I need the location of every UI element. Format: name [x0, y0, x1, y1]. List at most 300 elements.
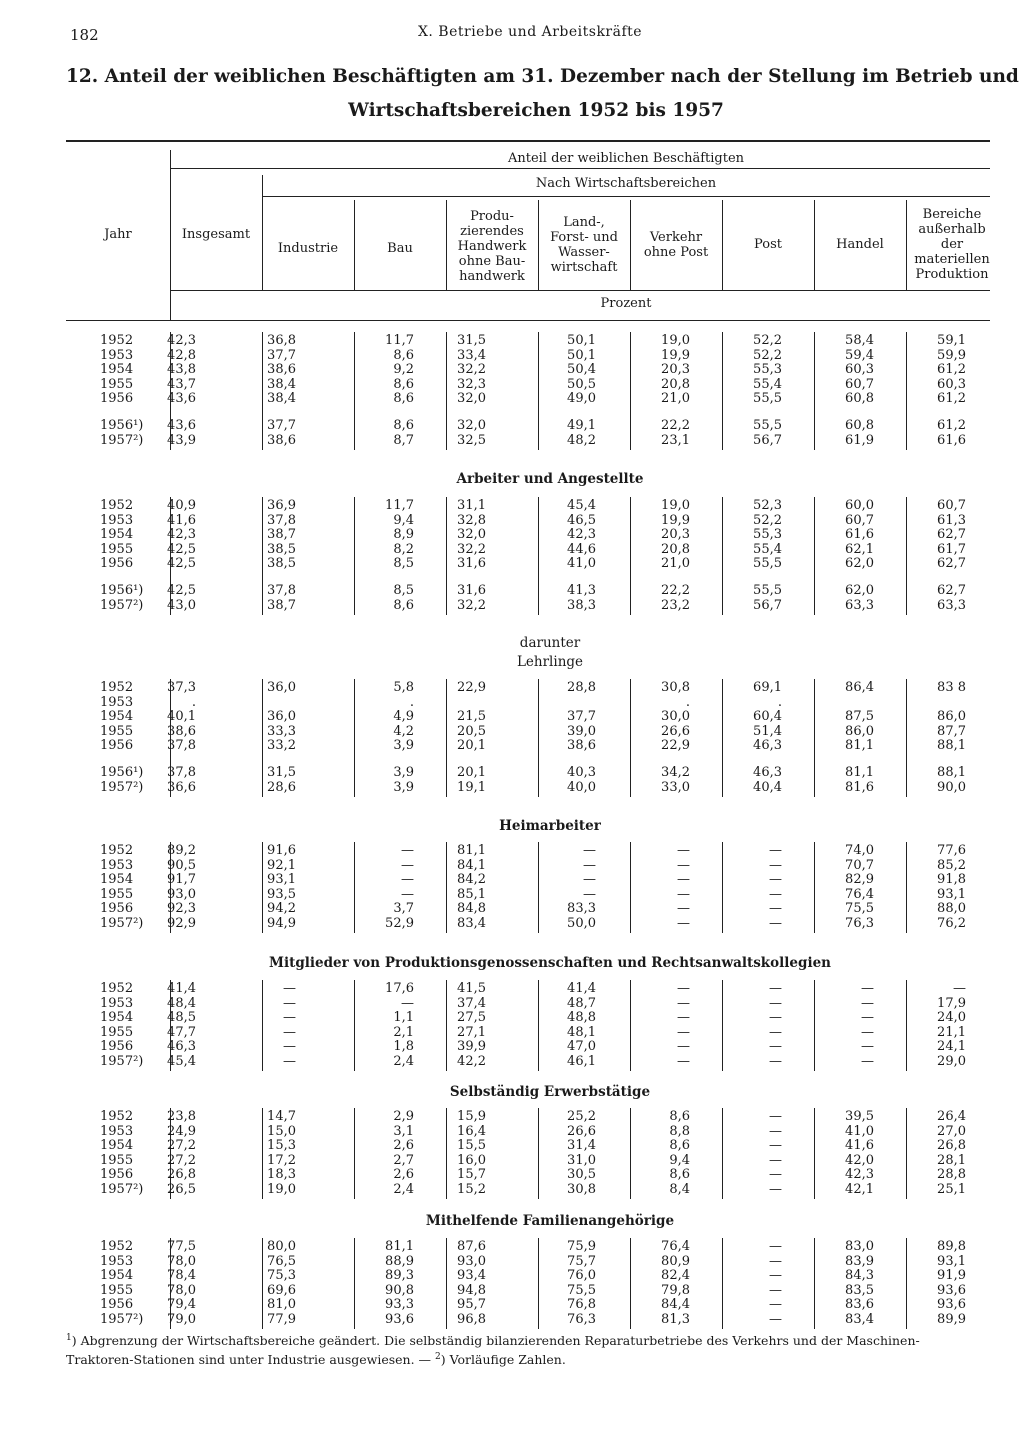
value-cell: 69,6	[267, 1282, 296, 1298]
value-cell: 84,3	[845, 1268, 874, 1283]
value-cell: 31,5	[457, 333, 486, 348]
value-cell: 38,6	[167, 723, 196, 739]
year-cell: 1952	[100, 680, 134, 695]
value-cell: 84,2	[457, 872, 486, 887]
value-cell: 1,1	[393, 1010, 414, 1025]
year-cell: 1953	[100, 694, 134, 710]
value-cell: —	[401, 886, 414, 902]
value-cell: 62,0	[845, 583, 874, 598]
value-cell: 26,4	[937, 1109, 966, 1124]
value-cell: 4,9	[393, 709, 414, 724]
value-cell: 2,1	[393, 1024, 414, 1040]
col-header-handwerk: Produ- zierendes Handwerk ohne Bau- handwerk	[457, 209, 527, 284]
value-cell: 28,8	[567, 680, 596, 695]
value-cell: —	[283, 1010, 296, 1025]
value-cell: 36,0	[267, 709, 296, 724]
value-cell: 25,1	[937, 1181, 966, 1197]
value-cell: 55,4	[753, 541, 782, 557]
value-cell: 41,0	[845, 1123, 874, 1139]
value-cell: 26,6	[567, 1123, 596, 1139]
value-cell: —	[769, 1010, 782, 1025]
footnote: $^1$) Abgrenzung der Wirtschaftsbereiche geändert. Die selbständig bilanzierenden Reparaturbetriebe des Verkehrs und der Maschinen-Traktoren-Stationen sind unter Industrie ausgewiesen. — $^2$) Vorläufige Zahlen.	[66, 1333, 920, 1368]
value-cell: 52,2	[753, 333, 782, 348]
table-row	[0, 1168, 1024, 1183]
table-row	[0, 584, 1024, 599]
value-cell: 91,9	[937, 1268, 966, 1283]
value-cell: 37,7	[267, 347, 296, 363]
value-cell: 20,3	[661, 362, 690, 377]
value-cell: 46,3	[167, 1039, 196, 1054]
table-row	[0, 1139, 1024, 1154]
value-cell: 60,8	[845, 418, 874, 433]
unit-label-prozent: Prozent	[600, 296, 652, 311]
value-cell: 42,1	[845, 1181, 874, 1197]
value-cell: 80,9	[661, 1253, 690, 1269]
value-cell: —	[283, 1039, 296, 1054]
value-cell: 83,0	[845, 1239, 874, 1254]
value-cell: 61,2	[937, 391, 966, 406]
value-cell: —	[677, 995, 690, 1011]
value-cell: 20,5	[457, 723, 486, 739]
value-cell: .	[409, 694, 414, 710]
value-cell: 33,4	[457, 347, 486, 363]
year-cell: 1952	[100, 498, 134, 513]
value-cell: 38,6	[267, 432, 296, 448]
value-cell: 38,4	[267, 376, 296, 392]
value-cell: 48,8	[567, 1010, 596, 1025]
value-cell: 78,4	[167, 1268, 196, 1283]
value-cell: 32,2	[457, 362, 486, 377]
value-cell: 3,7	[393, 901, 414, 916]
col-header-bau: Bau	[387, 241, 413, 256]
value-cell: —	[769, 995, 782, 1011]
value-cell: 38,3	[567, 597, 596, 613]
value-cell: 26,6	[661, 723, 690, 739]
value-cell: —	[861, 1039, 874, 1054]
value-cell: 8,7	[393, 432, 414, 448]
value-cell: 2,7	[393, 1152, 414, 1168]
table-row	[0, 434, 1024, 449]
value-cell: 36,9	[267, 498, 296, 513]
value-cell: 43,8	[167, 362, 196, 377]
value-cell: 40,1	[167, 709, 196, 724]
value-cell: 22,2	[661, 418, 690, 433]
value-cell: 93,6	[937, 1297, 966, 1312]
value-cell: 76,3	[845, 915, 874, 931]
value-cell: 94,2	[267, 901, 296, 916]
value-cell: 59,9	[937, 347, 966, 363]
value-cell: 77,5	[167, 1239, 196, 1254]
year-cell: 1957²)	[100, 1053, 144, 1069]
value-cell: 62,1	[845, 541, 874, 557]
value-cell: 62,0	[845, 556, 874, 571]
year-cell: 1956	[100, 1039, 134, 1054]
value-cell: 29,0	[937, 1053, 966, 1069]
section-pre-title: darunter	[519, 635, 581, 651]
value-cell: 91,6	[267, 843, 296, 858]
table-row	[0, 528, 1024, 543]
table-row	[0, 1026, 1024, 1041]
value-cell: 8,5	[393, 583, 414, 598]
value-cell: 8,6	[393, 597, 414, 613]
value-cell: 60,3	[845, 362, 874, 377]
value-cell: 20,8	[661, 541, 690, 557]
value-cell: .	[685, 694, 690, 710]
value-cell: 91,8	[937, 872, 966, 887]
value-cell: 93,0	[457, 1253, 486, 1269]
col-header-verkehr: Verkehr ohne Post	[643, 230, 709, 260]
value-cell: 79,8	[661, 1282, 690, 1298]
value-cell: 41,6	[167, 512, 196, 528]
value-cell: 45,4	[167, 1053, 196, 1069]
value-cell: 50,1	[567, 347, 596, 363]
section-title: Arbeiter und Angestellte	[456, 471, 644, 487]
value-cell: 56,7	[753, 432, 782, 448]
value-cell: 88,9	[385, 1253, 414, 1269]
value-cell: 27,1	[457, 1024, 486, 1040]
value-cell: —	[769, 1253, 782, 1269]
value-cell: —	[677, 857, 690, 873]
value-cell: 60,3	[937, 376, 966, 392]
value-cell: 75,5	[567, 1282, 596, 1298]
value-cell: 26,8	[937, 1138, 966, 1153]
value-cell: —	[769, 1123, 782, 1139]
value-cell: 81,6	[845, 779, 874, 795]
value-cell: 15,9	[457, 1109, 486, 1124]
table-row	[0, 710, 1024, 725]
table-row	[0, 1298, 1024, 1313]
value-cell: 75,7	[567, 1253, 596, 1269]
value-cell: 90,0	[937, 779, 966, 795]
value-cell: 48,2	[567, 432, 596, 448]
value-cell: 24,0	[937, 1010, 966, 1025]
value-cell: 31,4	[567, 1138, 596, 1153]
value-cell: 93,6	[937, 1282, 966, 1298]
value-cell: 92,3	[167, 901, 196, 916]
value-cell: 5,8	[393, 680, 414, 695]
year-cell: 1956	[100, 1297, 134, 1312]
table-row	[0, 1255, 1024, 1270]
value-cell: 76,8	[567, 1297, 596, 1312]
value-cell: 42,0	[845, 1152, 874, 1168]
value-cell: 2,4	[393, 1053, 414, 1069]
value-cell: —	[677, 843, 690, 858]
value-cell: —	[769, 886, 782, 902]
value-cell: —	[283, 995, 296, 1011]
value-cell: 83 8	[937, 680, 966, 695]
value-cell: 81,1	[845, 765, 874, 780]
value-cell: 25,2	[567, 1109, 596, 1124]
value-cell: 88,1	[937, 765, 966, 780]
value-cell: 8,6	[669, 1138, 690, 1153]
table-row	[0, 766, 1024, 781]
value-cell: 63,3	[937, 597, 966, 613]
value-cell: 30,8	[567, 1181, 596, 1197]
value-cell: —	[769, 915, 782, 931]
value-cell: 90,8	[385, 1282, 414, 1298]
section-title: Mitglieder von Produktionsgenossenschaften und Rechtsanwaltskollegien	[269, 955, 831, 971]
value-cell: 15,2	[457, 1181, 486, 1197]
year-cell: 1953	[100, 857, 134, 873]
value-cell: 46,3	[753, 765, 782, 780]
table-row	[0, 997, 1024, 1012]
value-cell: 8,6	[393, 376, 414, 392]
value-cell: 75,3	[267, 1268, 296, 1283]
value-cell: 76,4	[845, 886, 874, 902]
year-cell: 1957²)	[100, 1181, 144, 1197]
value-cell: 83,4	[457, 915, 486, 931]
value-cell: 8,6	[393, 347, 414, 363]
value-cell: 8,6	[393, 418, 414, 433]
value-cell: 55,4	[753, 376, 782, 392]
value-cell: 93,4	[457, 1268, 486, 1283]
value-cell: —	[769, 1167, 782, 1182]
value-cell: —	[583, 857, 596, 873]
value-cell: 81,1	[385, 1239, 414, 1254]
value-cell: 17,9	[937, 995, 966, 1011]
value-cell: 37,3	[167, 680, 196, 695]
value-cell: 84,4	[661, 1297, 690, 1312]
value-cell: 3,9	[393, 779, 414, 795]
col-header-post: Post	[754, 237, 782, 252]
value-cell: 52,9	[385, 915, 414, 931]
table-row	[0, 1154, 1024, 1169]
value-cell: 93,1	[937, 1253, 966, 1269]
table-row	[0, 1125, 1024, 1140]
value-cell: 30,5	[567, 1167, 596, 1182]
value-cell: 38,4	[267, 391, 296, 406]
col-header-bereiche: Bereiche außerhalb der materiellen Produktion	[914, 207, 990, 282]
value-cell: 16,4	[457, 1123, 486, 1139]
value-cell: 27,0	[937, 1123, 966, 1139]
value-cell: 90,5	[167, 857, 196, 873]
value-cell: 79,0	[167, 1311, 196, 1327]
value-cell: 85,1	[457, 886, 486, 902]
value-cell: 94,9	[267, 915, 296, 931]
year-cell: 1954	[100, 709, 134, 724]
section-title: Heimarbeiter	[499, 818, 601, 834]
value-cell: 86,0	[845, 723, 874, 739]
table-top-rule	[66, 140, 990, 142]
value-cell: 19,1	[457, 779, 486, 795]
value-cell: .	[777, 694, 782, 710]
value-cell: 18,3	[267, 1167, 296, 1182]
table-row	[0, 543, 1024, 558]
value-cell: —	[283, 981, 296, 996]
value-cell: 41,0	[567, 556, 596, 571]
value-cell: 32,3	[457, 376, 486, 392]
value-cell: 83,3	[567, 901, 596, 916]
value-cell: 76,5	[267, 1253, 296, 1269]
section-title: Mithelfende Familienangehörige	[425, 1213, 675, 1229]
value-cell: —	[769, 1282, 782, 1298]
value-cell: 81,1	[845, 738, 874, 753]
value-cell: —	[583, 886, 596, 902]
value-cell: 43,9	[167, 432, 196, 448]
value-cell: —	[769, 857, 782, 873]
value-cell: 79,4	[167, 1297, 196, 1312]
value-cell: 42,5	[167, 583, 196, 598]
value-cell: 94,8	[457, 1282, 486, 1298]
table-row	[0, 1055, 1024, 1070]
table-row	[0, 378, 1024, 393]
value-cell: 41,6	[845, 1138, 874, 1153]
value-cell: 36,8	[267, 333, 296, 348]
value-cell: 74,0	[845, 843, 874, 858]
value-cell: 24,9	[167, 1123, 196, 1139]
value-cell: 48,1	[567, 1024, 596, 1040]
header-divider-insgesamt	[262, 175, 263, 290]
value-cell: 69,1	[753, 680, 782, 695]
value-cell: 2,9	[393, 1109, 414, 1124]
value-cell: —	[861, 1010, 874, 1025]
value-cell: 31,6	[457, 583, 486, 598]
value-cell: 38,7	[267, 597, 296, 613]
value-cell: 60,7	[845, 512, 874, 528]
year-cell: 1954	[100, 362, 134, 377]
value-cell: 63,3	[845, 597, 874, 613]
value-cell: 8,4	[669, 1181, 690, 1197]
value-cell: 86,4	[845, 680, 874, 695]
value-cell: 61,3	[937, 512, 966, 528]
value-cell: 92,9	[167, 915, 196, 931]
value-cell: 43,7	[167, 376, 196, 392]
table-row	[0, 1284, 1024, 1299]
year-cell: 1953	[100, 995, 134, 1011]
value-cell: 55,5	[753, 583, 782, 598]
value-cell: 41,4	[567, 981, 596, 996]
value-cell: 87,5	[845, 709, 874, 724]
table-row	[0, 334, 1024, 349]
value-cell: —	[861, 1053, 874, 1069]
year-cell: 1952	[100, 1239, 134, 1254]
value-cell: 75,5	[845, 901, 874, 916]
value-cell: 11,7	[385, 333, 414, 348]
year-cell: 1954	[100, 1010, 134, 1025]
value-cell: —	[677, 1039, 690, 1054]
value-cell: 16,0	[457, 1152, 486, 1168]
value-cell: 9,2	[393, 362, 414, 377]
value-cell: 84,1	[457, 857, 486, 873]
value-cell: 76,0	[567, 1268, 596, 1283]
value-cell: 31,0	[567, 1152, 596, 1168]
col-header-jahr: Jahr	[104, 227, 132, 242]
value-cell: 82,9	[845, 872, 874, 887]
value-cell: 96,8	[457, 1311, 486, 1327]
value-cell: 42,3	[567, 527, 596, 542]
value-cell: 22,9	[457, 680, 486, 695]
value-cell: 48,4	[167, 995, 196, 1011]
value-cell: 2,6	[393, 1138, 414, 1153]
value-cell: 20,8	[661, 376, 690, 392]
value-cell: 27,2	[167, 1152, 196, 1168]
table-row	[0, 1269, 1024, 1284]
value-cell: 60,0	[845, 498, 874, 513]
table-row	[0, 902, 1024, 917]
value-cell: 14,7	[267, 1109, 296, 1124]
value-cell: 32,0	[457, 391, 486, 406]
table-row	[0, 363, 1024, 378]
value-cell: 60,7	[937, 498, 966, 513]
table-row	[0, 982, 1024, 997]
value-cell: 8,6	[393, 391, 414, 406]
value-cell: 33,2	[267, 738, 296, 753]
col-header-handel: Handel	[836, 237, 884, 252]
year-cell: 1953	[100, 1253, 134, 1269]
value-cell: 33,0	[661, 779, 690, 795]
value-cell: 55,5	[753, 391, 782, 406]
value-cell: 81,3	[661, 1311, 690, 1327]
value-cell: 82,4	[661, 1268, 690, 1283]
year-cell: 1957²)	[100, 779, 144, 795]
value-cell: 60,7	[845, 376, 874, 392]
value-cell: 19,0	[661, 333, 690, 348]
value-cell: 59,1	[937, 333, 966, 348]
year-cell: 1956¹)	[100, 418, 144, 433]
value-cell: 42,5	[167, 556, 196, 571]
value-cell: —	[861, 981, 874, 996]
table-row	[0, 1011, 1024, 1026]
value-cell: 20,1	[457, 765, 486, 780]
value-cell: —	[401, 843, 414, 858]
year-cell: 1956	[100, 738, 134, 753]
value-cell: —	[677, 1010, 690, 1025]
value-cell: 39,0	[567, 723, 596, 739]
year-cell: 1956	[100, 1167, 134, 1182]
header-rule-columns	[170, 290, 990, 291]
value-cell: 26,5	[167, 1181, 196, 1197]
value-cell: 32,2	[457, 597, 486, 613]
value-cell: 52,2	[753, 347, 782, 363]
value-cell: 9,4	[393, 512, 414, 528]
value-cell: 15,0	[267, 1123, 296, 1139]
section-title: Lehrlinge	[516, 654, 584, 670]
value-cell: 37,7	[567, 709, 596, 724]
value-cell: 85,2	[937, 857, 966, 873]
value-cell: 8,6	[669, 1167, 690, 1182]
value-cell: —	[861, 995, 874, 1011]
value-cell: 38,5	[267, 541, 296, 557]
value-cell: —	[677, 1053, 690, 1069]
table-row	[0, 557, 1024, 572]
col-header-industrie: Industrie	[277, 241, 339, 256]
year-cell: 1952	[100, 843, 134, 858]
table-title-line-2: Wirtschaftsbereichen 1952 bis 1957	[348, 100, 724, 121]
value-cell: 41,4	[167, 981, 196, 996]
header-rule-nach	[262, 196, 990, 197]
year-cell: 1956¹)	[100, 583, 144, 598]
table-row	[0, 419, 1024, 434]
value-cell: 55,3	[753, 362, 782, 377]
value-cell: 77,6	[937, 843, 966, 858]
value-cell: 50,0	[567, 915, 596, 931]
value-cell: 21,0	[661, 391, 690, 406]
value-cell: 28,1	[937, 1152, 966, 1168]
value-cell: 87,6	[457, 1239, 486, 1254]
value-cell: 78,0	[167, 1282, 196, 1298]
value-cell: —	[769, 1109, 782, 1124]
year-cell: 1952	[100, 333, 134, 348]
value-cell: 93,5	[267, 886, 296, 902]
value-cell: 39,9	[457, 1039, 486, 1054]
value-cell: —	[769, 872, 782, 887]
value-cell: 36,0	[267, 680, 296, 695]
value-cell: 37,4	[457, 995, 486, 1011]
value-cell: 32,8	[457, 512, 486, 528]
year-cell: 1957²)	[100, 915, 144, 931]
value-cell: 86,0	[937, 709, 966, 724]
value-cell: 37,8	[167, 738, 196, 753]
